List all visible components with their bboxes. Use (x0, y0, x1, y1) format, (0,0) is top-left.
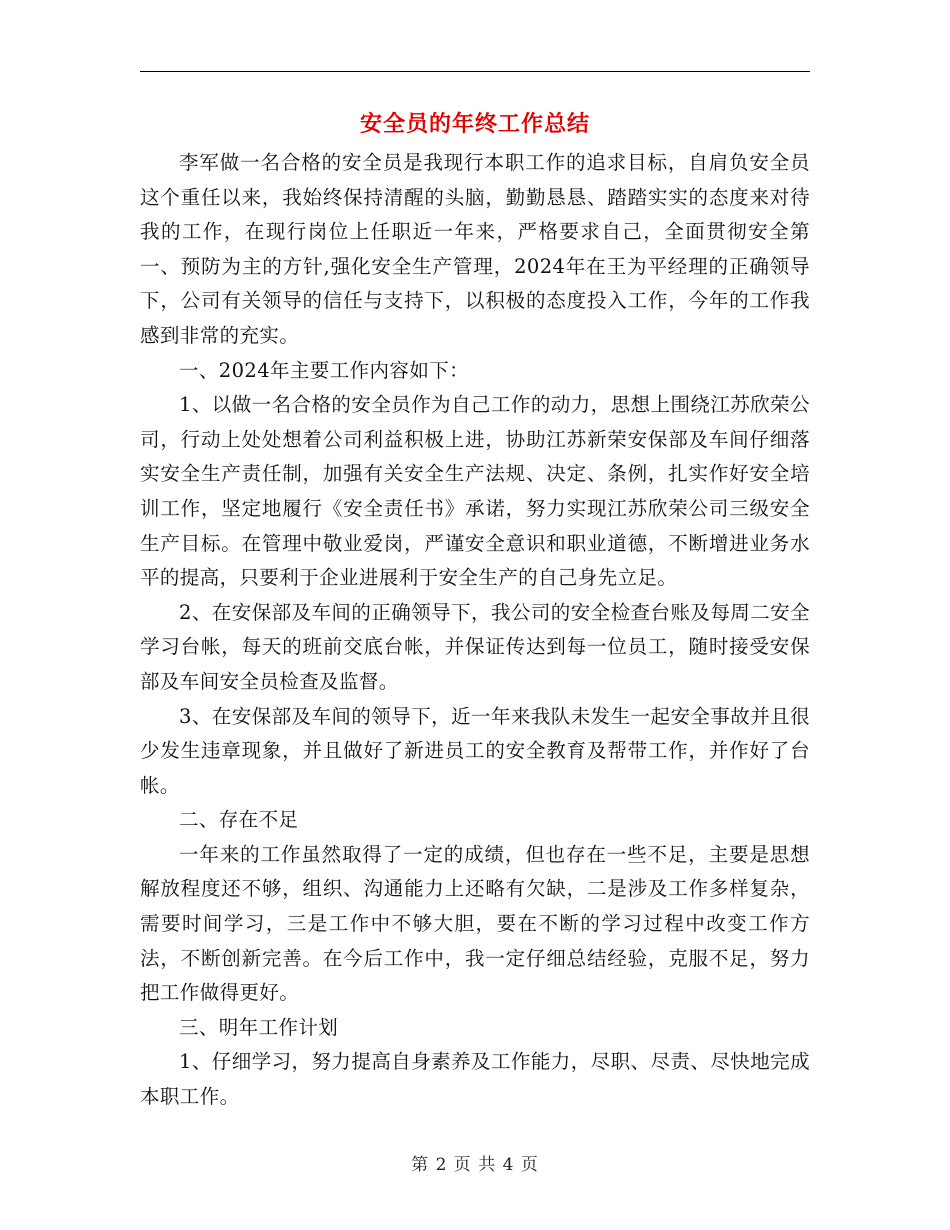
paragraph-intro: 李军做一名合格的安全员是我现行本职工作的追求目标，自肩负安全员这个重任以来，我始终保持清醒的头脑，勤勤恳恳、踏踏实实的态度来对待我的工作，在现行岗位上任职近一年来，严格要求自己，全面贯彻安全第一、预防为主的方针,强化安全生产管理，2024年在王为平经理的正确领导下，公司有关领导的信任与支持下，以积极的态度投入工作，今年的工作我感到非常的充实。 (140, 151, 810, 347)
page-number-footer: 第 2 页 共 4 页 (411, 1155, 539, 1175)
header-rule (140, 71, 810, 72)
paragraph-item-3: 3、在安保部及车间的领导下，近一年来我队未发生一起安全事故并且很少发生违章现象，并且做好了新进员工的安全教育及帮带工作，并作好了台帐。 (140, 704, 810, 797)
section-heading-3: 三、明年工作计划 (179, 1015, 339, 1039)
document-body (140, 146, 810, 1115)
document-title: 安全员的年终工作总结 (359, 111, 590, 137)
section-heading-1: 一、2024年主要工作内容如下： (179, 358, 470, 382)
paragraph-plan-1: 1、仔细学习，努力提高自身素养及工作能力，尽职、尽责、尽快地完成本职工作。 (140, 1050, 810, 1109)
section-heading-2: 二、存在不足 (179, 808, 299, 832)
paragraph-item-2: 2、在安保部及车间的正确领导下，我公司的安全检查台账及每周二安全学习台帐，每天的班前交底台帐，并保证传达到每一位员工，随时接受安保部及车间安全员检查及监督。 (140, 600, 810, 693)
paragraph-shortcomings: 一年来的工作虽然取得了一定的成绩，但也存在一些不足，主要是思想解放程度还不够，组织、沟通能力上还略有欠缺，二是涉及工作多样复杂，需要时间学习，三是工作中不够大胆，要在不断的学习过程中改变工作方法，不断创新完善。在今后工作中，我一定仔细总结经验，克服不足，努力把工作做得更好。 (140, 842, 810, 1005)
paragraph-item-1: 1、以做一名合格的安全员作为自己工作的动力，思想上围绕江苏欣荣公司，行动上处处想着公司利益积极上进，协助江苏新荣安保部及车间仔细落实安全生产责任制，加强有关安全生产法规、决定、条例，扎实作好安全培训工作，坚定地履行《安全责任书》承诺，努力实现江苏欣荣公司三级安全生产目标。在管理中敬业爱岗，严谨安全意识和职业道德，不断增进业务水平的提高，只要利于企业进展利于安全生产的自己身先立足。 (140, 393, 810, 590)
